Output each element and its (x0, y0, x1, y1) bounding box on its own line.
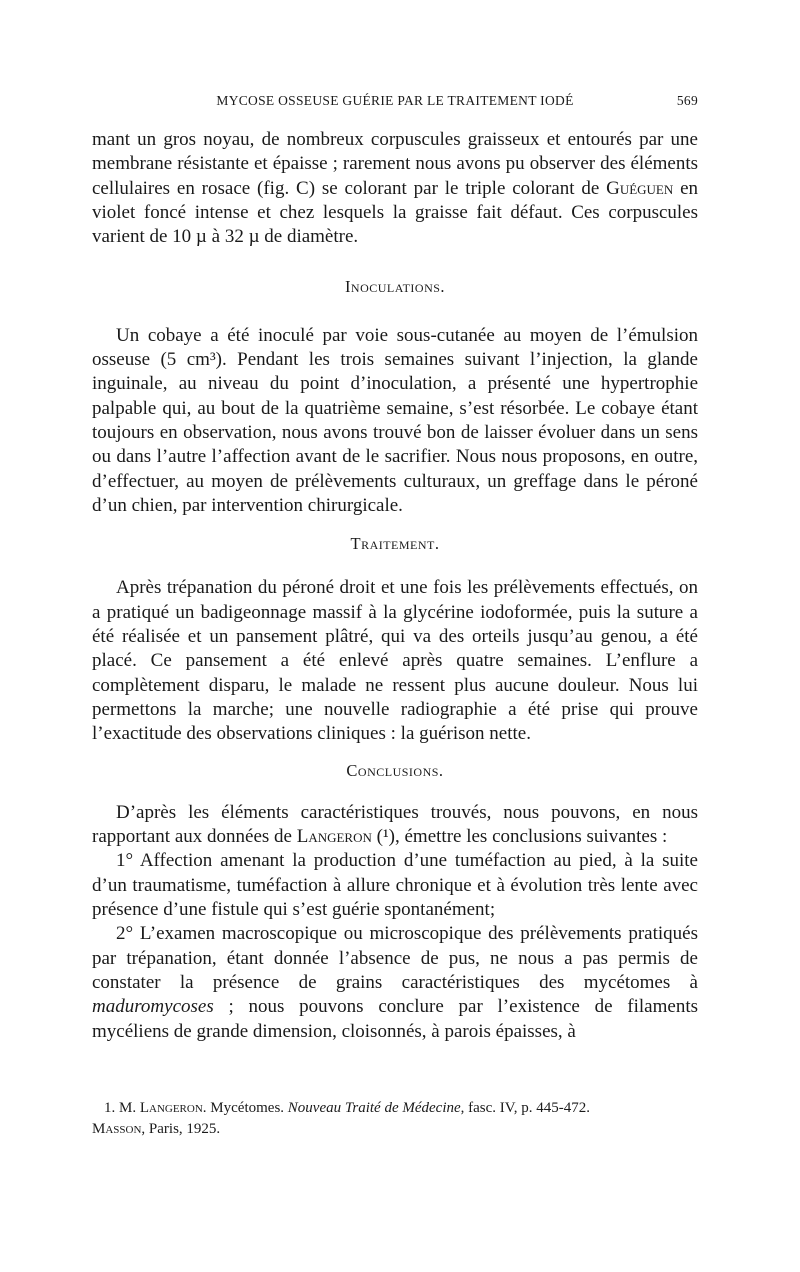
intro-line: par une membrane résistante et épaisse ; rarement nous avons pu (92, 129, 698, 175)
footnote-line (92, 1119, 698, 1140)
footnote-line (92, 1098, 698, 1119)
body-text (92, 128, 698, 1044)
section-heading-conclusions: Conclusions. (346, 760, 444, 780)
italic-term: maduromycoses (92, 996, 214, 1018)
footnote-number: 1. M. (104, 1100, 140, 1116)
conclusions-paragraph (92, 801, 698, 850)
intro-line: en violet foncé intense et chez lesquels la (92, 177, 699, 223)
intro-line: observer des éléments cellulaires en rosace (fig. C) se colorant par le (92, 153, 699, 199)
footnote-reference: (¹) (376, 826, 395, 848)
conclusion-text: ; nous pouvons conclure par l’existence de filaments mycéliens de grande dimension, cloisonnés, à parois épaisses, à (92, 996, 698, 1042)
traitement-paragraph: Après trépanation du péroné droit et une fois les prélèvements effectués, on a pratiqué un badigeonnage massif à la glycérine iodoformée, puis la suture a été réalisée et un pansement plâtré, qui va des orteils jusqu’au genou, a été placé. Ce pansement a été enlevé après quatre semaines. L’enflure a complètement disparu, le malade ne ressent plus aucune douleur. Nous lui permettons la marche; une nouvelle radiographie a été prise qui prouve l’exactitude des observations cliniques : la guérison nette. (92, 577, 698, 745)
conclusions-text: D’après les éléments caractéristiques trouvés, nous pouvons, en nous rapportant aux données de (92, 801, 698, 848)
intro-paragraph (92, 128, 698, 249)
footnote (92, 1098, 698, 1140)
page-number: 569 (676, 93, 698, 108)
author-name: Guéguen (606, 177, 674, 199)
inoculations-paragraph: Un cobaye a été inoculé par voie sous-cutanée au moyen de l’émulsion osseuse (5 cm³). Pendant les trois semaines suivant l’injection, la glande inguinale, au niveau du point d’inoculation, a présenté une hypertrophie palpable qui, au bout de la quatrième semaine, s’est résorbée. Le cobaye étant toujours en observation, nous avons trouvé bon de laisser évoluer dans un sens ou dans l’autre l’affection avant de le sacrifier. Nous nous proposons, en outre, d’effectuer, au moyen de prélèvements culturaux, un greffage dans le péroné d’un chien, par intervention chirurgicale. (92, 324, 698, 516)
footnote-journal: Nouveau Traité de Médecine (287, 1100, 461, 1116)
footnote-text: , Paris, 1925. (141, 1121, 221, 1137)
section-heading-traitement: Traitement. (350, 534, 440, 554)
author-name: Langeron (296, 826, 372, 848)
conclusion-text: 2° L’examen macroscopique ou microscopique des prélèvements pratiqués par trépanation, étant donnée l’absence de pus, ne nous a pas permis de constater la présence de grains caractéristiques des mycétomes à (92, 923, 698, 993)
footnote-author: Langeron (139, 1100, 203, 1116)
section-heading-inoculations: Inoculations. (344, 277, 446, 297)
conclusion-item-1: 1° Affection amenant la production d’une tuméfaction au pied, à la suite d’un traumatisme, tuméfaction à allure chronique et à évolution très lente avec présence d’une fistule qui s’est guérie spontanément; (92, 850, 698, 921)
footnote-text: , fasc. IV, p. 445-472. (460, 1100, 590, 1116)
intro-line: mant un gros noyau, de nombreux corpuscules graisseux et entourés (92, 129, 632, 150)
running-title: MYCOSE OSSEUSE GUÉRIE PAR LE TRAITEMENT IODÉ (216, 93, 574, 108)
footnote-publisher: Masson (92, 1121, 142, 1137)
intro-line: triple colorant de (465, 177, 607, 199)
footnote-text: . Mycétomes. (202, 1100, 288, 1116)
conclusions-text: , émettre les conclusions suivantes : (395, 826, 668, 848)
conclusion-item-2 (92, 922, 698, 1043)
intro-line: graisse fait défaut. Ces corpuscules varient de 10 µ à 32 µ de diamètre. (92, 201, 699, 248)
